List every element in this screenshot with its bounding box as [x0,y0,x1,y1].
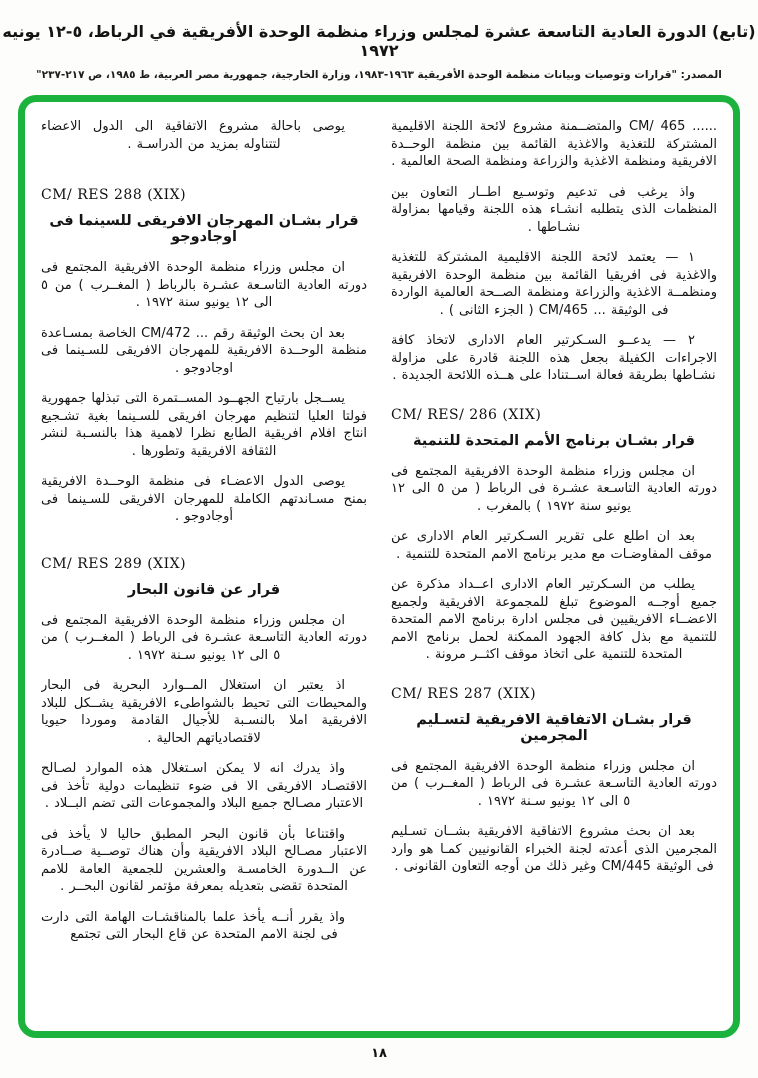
body-paragraph: اذ يعتبر ان استغلال المــوارد البحرية فى البحار والمحيطات التى تحيط بالشواطىء الافريقية يشــكل للبلاد الافريقية املا بالنسـبة للأجيال القادمة وموردا حيويا لاقتصادياتهم الحالية . [41,678,367,746]
resolution-code: CM/ RES 287 (XIX) [391,685,537,702]
resolution-title: قرار بشـان المهرجان الافريقى للسينما فى اوجادوجو [49,213,359,245]
body-paragraph: يوصى الدول الاعضـاء فى منظمة الوحــدة الافريقية بمنح مسـاندتهم الكاملة للمهرجان الافريقى للسـينما فى أوجادوجو . [41,474,367,524]
body-paragraph: واقتناعا بأن قانون البحر المطبق حاليا لا يأخذ فى الاعتبار مصـالح البلاد الافريقية وأن هناك توصــية صــادرة عن الــدورة الخامسـة والعشرين للجمعية العامة للامم المتحدة تقضى بتعديله بمعرفة مؤتمر لقانون البحــر . [41,826,367,894]
resolution-title: قرار عن قانون البحار [127,581,281,598]
body-paragraph: يطلب من السـكرتير العام الادارى اعــداد مذكرة عن جميع أوجــه الموضوع تبلغ للمجموعة الافريقية ولجميع الاعضــاء الافريقيين فى مجلس ادارة برنامج الامم المتحدة للتنمية مع بذل كافة الجهود الممكنة لحمل برنامج الامم المتحدة للتنمية على اتخاذ موقف اكثــر مرونة . [391,577,717,662]
body-paragraph: واذ يقرر أنــه يأخذ علما بالمناقشـات الهامة التى دارت فى لجنة الامم المتحدة عن قاع البحار التى تجتمع [41,909,345,942]
resolution-code: CM/ RES 289 (XIX) [41,555,187,572]
body-paragraph: واذ يرغب فى تدعيم وتوسـيع اطــار التعاون بين المنظمات الذى يتطلبه انشـاء هذه اللجنة وقيامها بمزاولة نشـاطها . [391,184,717,235]
body-paragraph: بعد ان اطلع على تقرير السـكرتير العام الادارى عن موقف المفاوضـات مع مدير برنامج الامم المتحدة للتنمية . [391,529,712,562]
resolution-code: CM/ RES/ 286 (XIX) [391,406,542,423]
body-paragraph: ان مجلس وزراء منظمة الوحدة الافريقية المجتمع فى دورته العادية التاسـعة عشـرة فى الرباط ( من ٥ الى ١٢ يونيو سنة ١٩٧٢ ) بالمغرب . [391,463,717,514]
column-right [391,118,717,1023]
resolution-title: قرار بشـان برنامج الأمم المتحدة للتنمية [412,432,696,449]
body-paragraph: ان مجلس وزراء منظمة الوحدة الافريقية المجتمع فى دورته العادية التاسـعة عشـرة فى الرباط ( المغــرب ) من ٥ الى ١٢ يونيو سـنة ١٩٧٢ . [391,758,717,809]
page-number: ١٨ [371,1046,387,1061]
body-paragraph: بعد ان بحث مشروع الاتفاقية الافريقية بشــان تسـليم المجرمين الذى أعدته لجنة الخبراء القانونيين كمـا هو وارد فى الوثيقة CM/445 وغير ذلك من أوجه التعاون القانونى . [391,824,717,874]
content-frame [18,95,740,1038]
body-paragraph: يوصى باحالة مشروع الاتفاقية الى الدول الاعضاء لتتناوله بمزيد من الدراسـة . [41,119,345,152]
columns [41,118,717,1023]
resolution-title: قرار بشـان الاتفاقية الافريقية لتسـليم المجرمين [416,711,692,744]
body-paragraph: ١ — يعتمد لائحة اللجنة الاقليمية المشتركة للتغذية والاغذية فى افريقيا القائمة بين منظمة الوحدة الافريقية ومنظمــة الاغذية والزراعة ومنظمة الصــحة العالمية الواردة فى الوثيقة ... CM/465 ( الجزء الثانى ) . [391,250,717,318]
header-source: المصدر: "قرارات وتوصيات وبيانات منظمة الوحدة الأفريقية ١٩٦٣-١٩٨٣، وزارة الخارجية، جمهورية مصر العربية، ط ١٩٨٥، ص ٢١٧-٢٣٧" [36,69,722,81]
header-title: (تابع) الدورة العادية التاسعة عشرة لمجلس وزراء منظمة الوحدة الأفريقية في الرباط، ٥-١٢ يونيه ١٩٧٢ [2,22,756,60]
body-paragraph: ٢ — يدعــو السـكرتير العام الادارى لاتخاذ كافة الاجراءات الكفيلة بجعل هذه اللجنة قادرة على مزاولة نشـاطها بطريقة فعالة اســتنادا على هــذه اللائحة الجديدة . [391,333,717,383]
page-header [0,0,758,81]
resolution-code: CM/ RES 288 (XIX) [41,187,187,203]
body-paragraph: واذ يدرك انه لا يمكن اسـتغلال هذه الموارد لصـالح الاقتصـاد الافريقى الا فى ضوء تنظيمات دولية تأخذ فى الاعتبار مصـالح جميع البلاد والمجموعات التى تضم البــلاد . [41,761,367,811]
body-paragraph: ان مجلس وزراء منظمة الوحدة الافريقية المجتمع فى دورته العادية التاسـعة عشـرة بالرباط ( المغــرب ) من ٥ الى ١٢ يونيو سنة ١٩٧٢ . [41,260,367,310]
body-paragraph: بعد ان بحث الوثيقة رقم ... CM/472 الخاصة بمسـاعدة منظمة الوحــدة الافريقية للمهرجان الافريقى للسـينما فى اوجادوجو . [41,325,367,376]
body-paragraph: يســجل بارتياح الجهــود المســتمرة التى تبذلها جمهورية فولتا العليا لتنظيم مهرجان افريقى للسـينما بغية تشـجيع انتاج افلام افريقية الطابع نظرا لاهمية هذا بالنسـبة لنشر الثقافة الافريقية وتطورها . [41,391,367,459]
body-paragraph: ...... CM/ 465 والمتضــمنة مشروع لائحة اللجنة الاقليمية المشتركة للتغذية والاغذية القائمة بين منظمة الوحــدة الافريقية ومنظمة الاغذية والزراعة ومنظمة الصحة العالمية . [391,119,717,169]
column-left [41,118,367,1023]
body-paragraph: ان مجلس وزراء منظمة الوحدة الافريقية المجتمع فى دورته العادية التاسـعة عشـرة فى الرباط ( المغــرب ) من ٥ الى ١٢ يونيو سـنة ١٩٧٢ . [41,612,367,663]
